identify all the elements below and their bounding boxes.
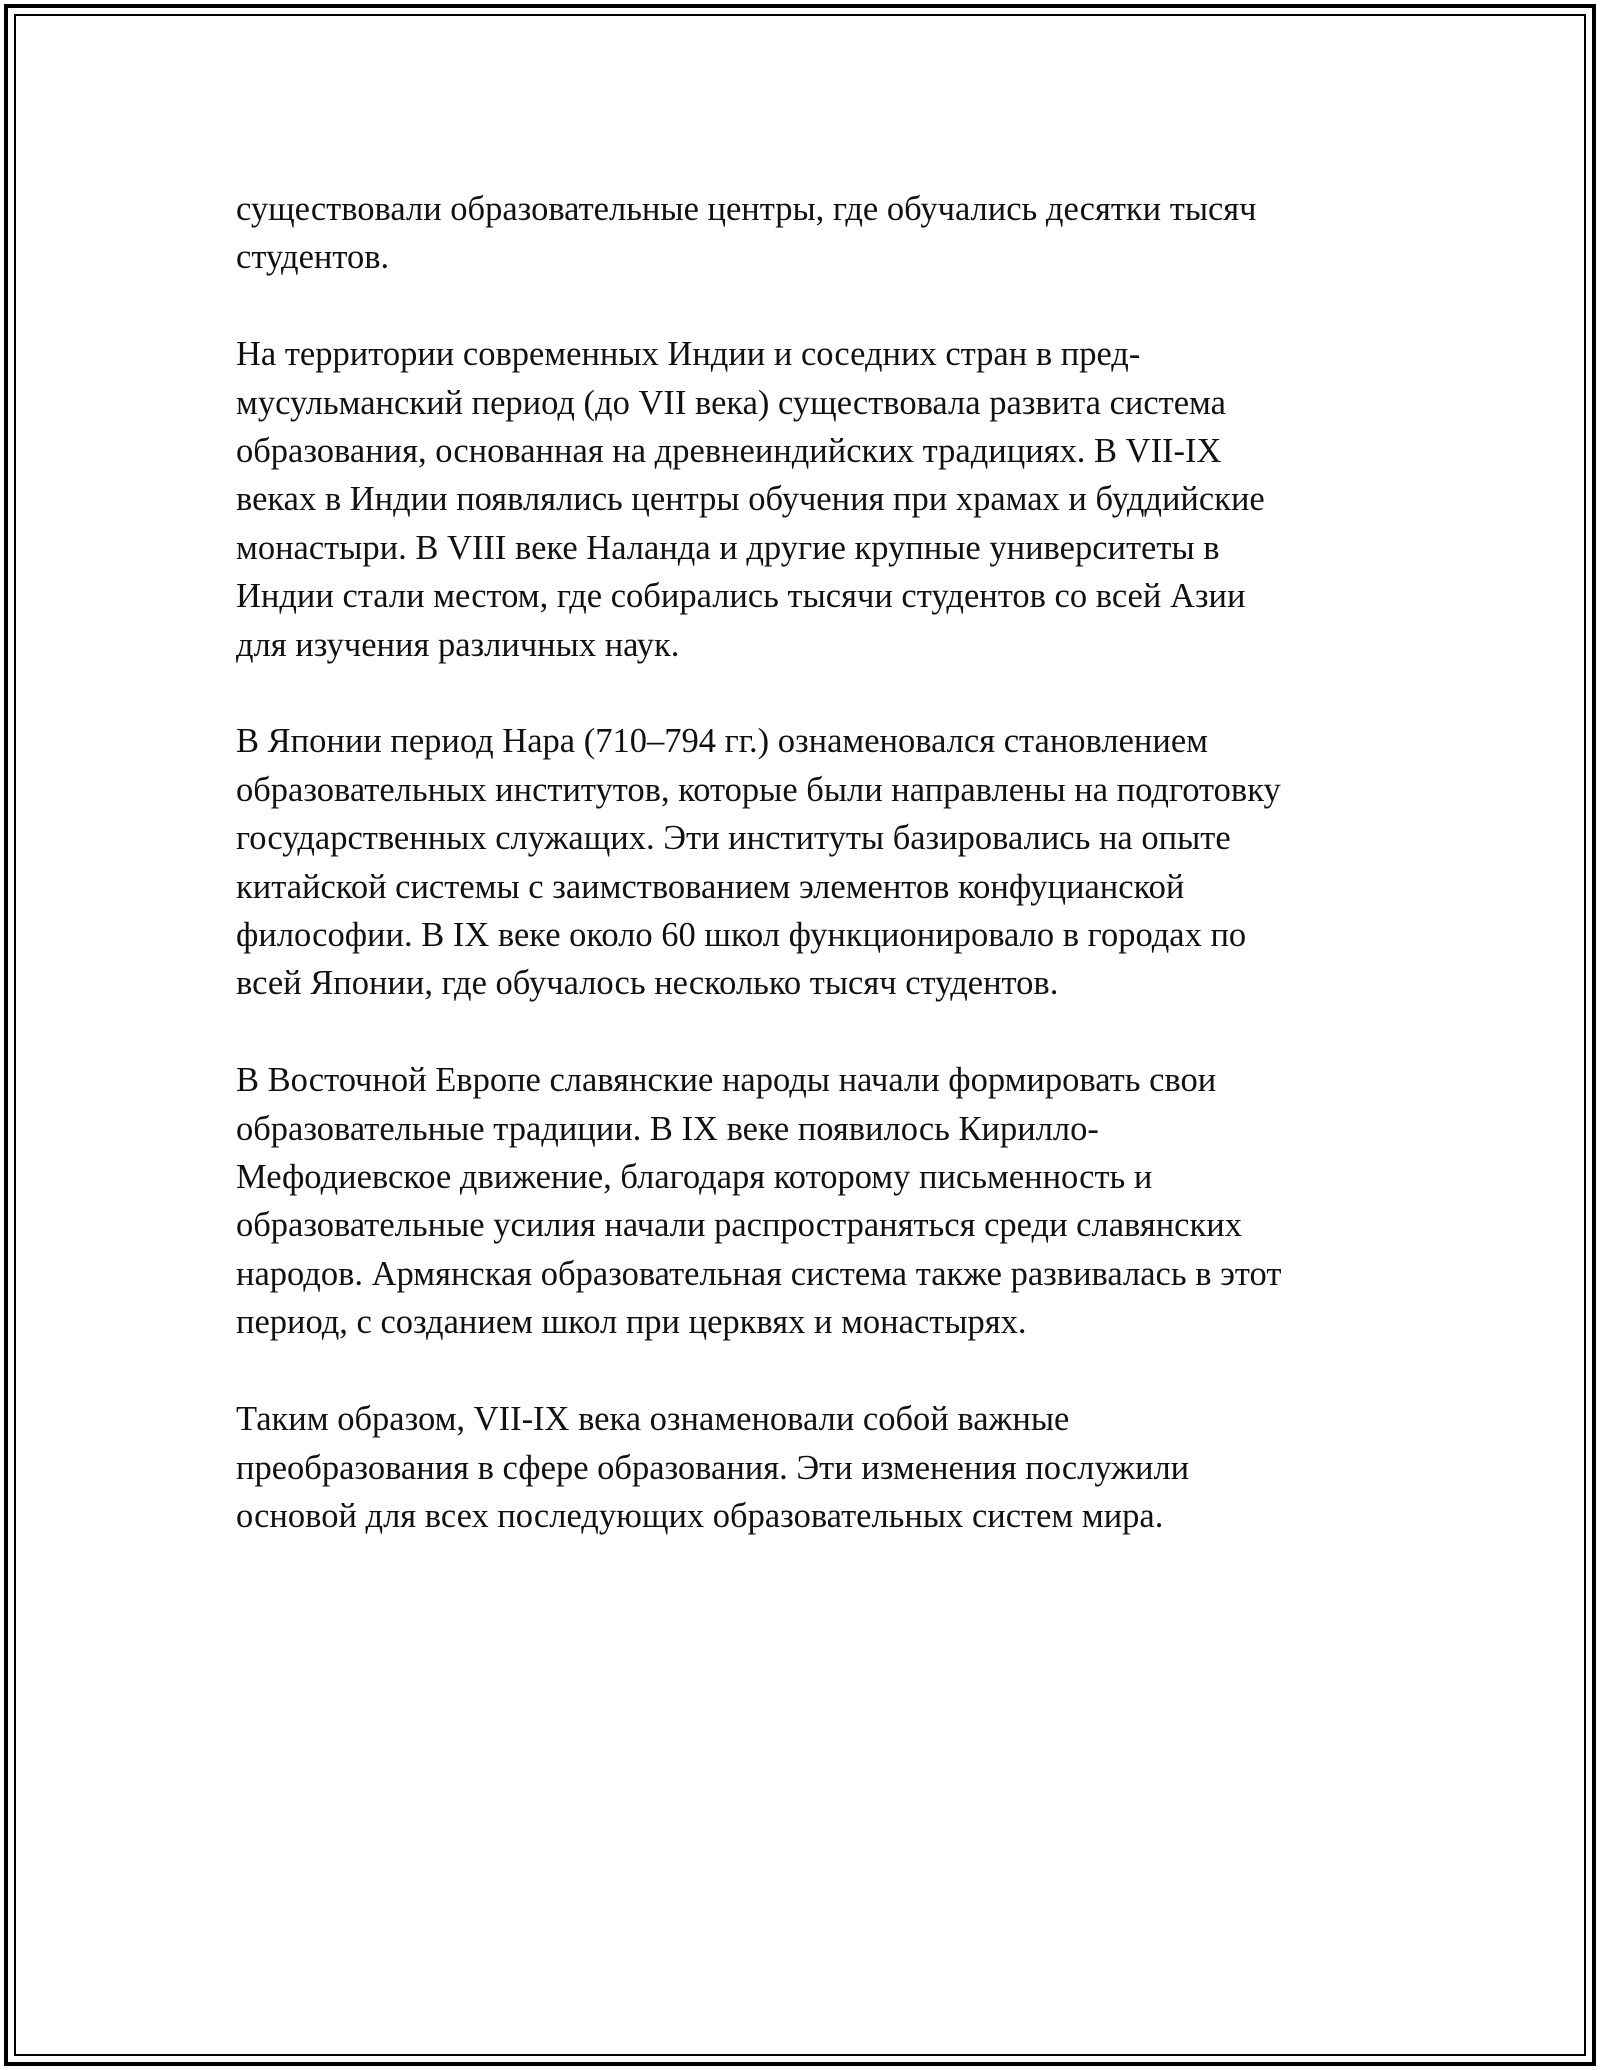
text-line: всей Японии, где обучалось несколько тысяч студентов. — [236, 964, 1059, 1003]
text-line: образовательные традиции. В IX веке появилось Кирилло- — [236, 1109, 1099, 1148]
text-line: образовательных институтов, которые были направлены на подготовку — [236, 770, 1281, 809]
paragraph-1 — [236, 185, 1386, 282]
text-line: В Японии период Нара (710–794 гг.) ознаменовался становлением — [236, 722, 1208, 761]
text-line: образовательные усилия начали распространяться среди славянских — [236, 1206, 1242, 1245]
text-line: период, с созданием школ при церквях и монастырях. — [236, 1303, 1027, 1342]
paragraph-2 — [236, 330, 1386, 669]
paragraph-4 — [236, 1056, 1386, 1346]
text-line: преобразования в сфере образования. Эти изменения послужили — [236, 1448, 1190, 1487]
text-line: студентов. — [236, 238, 390, 277]
text-line: монастыри. В VIII веке Наланда и другие крупные университеты в — [236, 528, 1220, 567]
text-line: китайской системы с заимствованием элементов конфуцианской — [236, 867, 1185, 906]
text-line: для изучения различных наук. — [236, 625, 680, 664]
paragraph-3 — [236, 717, 1386, 1007]
text-line: философии. В IX веке около 60 школ функционировало в городах по — [236, 916, 1247, 955]
text-line: государственных служащих. Эти институты базировались на опыте — [236, 819, 1231, 858]
text-line: народов. Армянская образовательная система также развивалась в этот — [236, 1254, 1282, 1293]
text-line: веках в Индии появлялись центры обучения при храмах и буддийские — [236, 480, 1265, 519]
text-line: На территории современных Индии и соседних стран в пред- — [236, 335, 1141, 374]
text-line: Мефодиевское движение, благодаря которому письменность и — [236, 1158, 1153, 1197]
text-line: Индии стали местом, где собирались тысячи студентов со всей Азии — [236, 577, 1246, 616]
document-body — [236, 185, 1386, 1589]
text-line: Таким образом, VII-IX века ознаменовали собой важные — [236, 1400, 1070, 1439]
text-line: существовали образовательные центры, где обучались десятки тысяч — [236, 190, 1257, 228]
text-line: В Восточной Европе славянские народы начали формировать свои — [236, 1061, 1217, 1100]
text-line: образования, основанная на древнеиндийских традициях. В VII-IX — [236, 432, 1222, 471]
paragraph-5 — [236, 1395, 1386, 1540]
text-line: основой для всех последующих образовательных систем мира. — [236, 1496, 1164, 1535]
text-line: мусульманский период (до VII века) существовала развита система — [236, 383, 1226, 422]
